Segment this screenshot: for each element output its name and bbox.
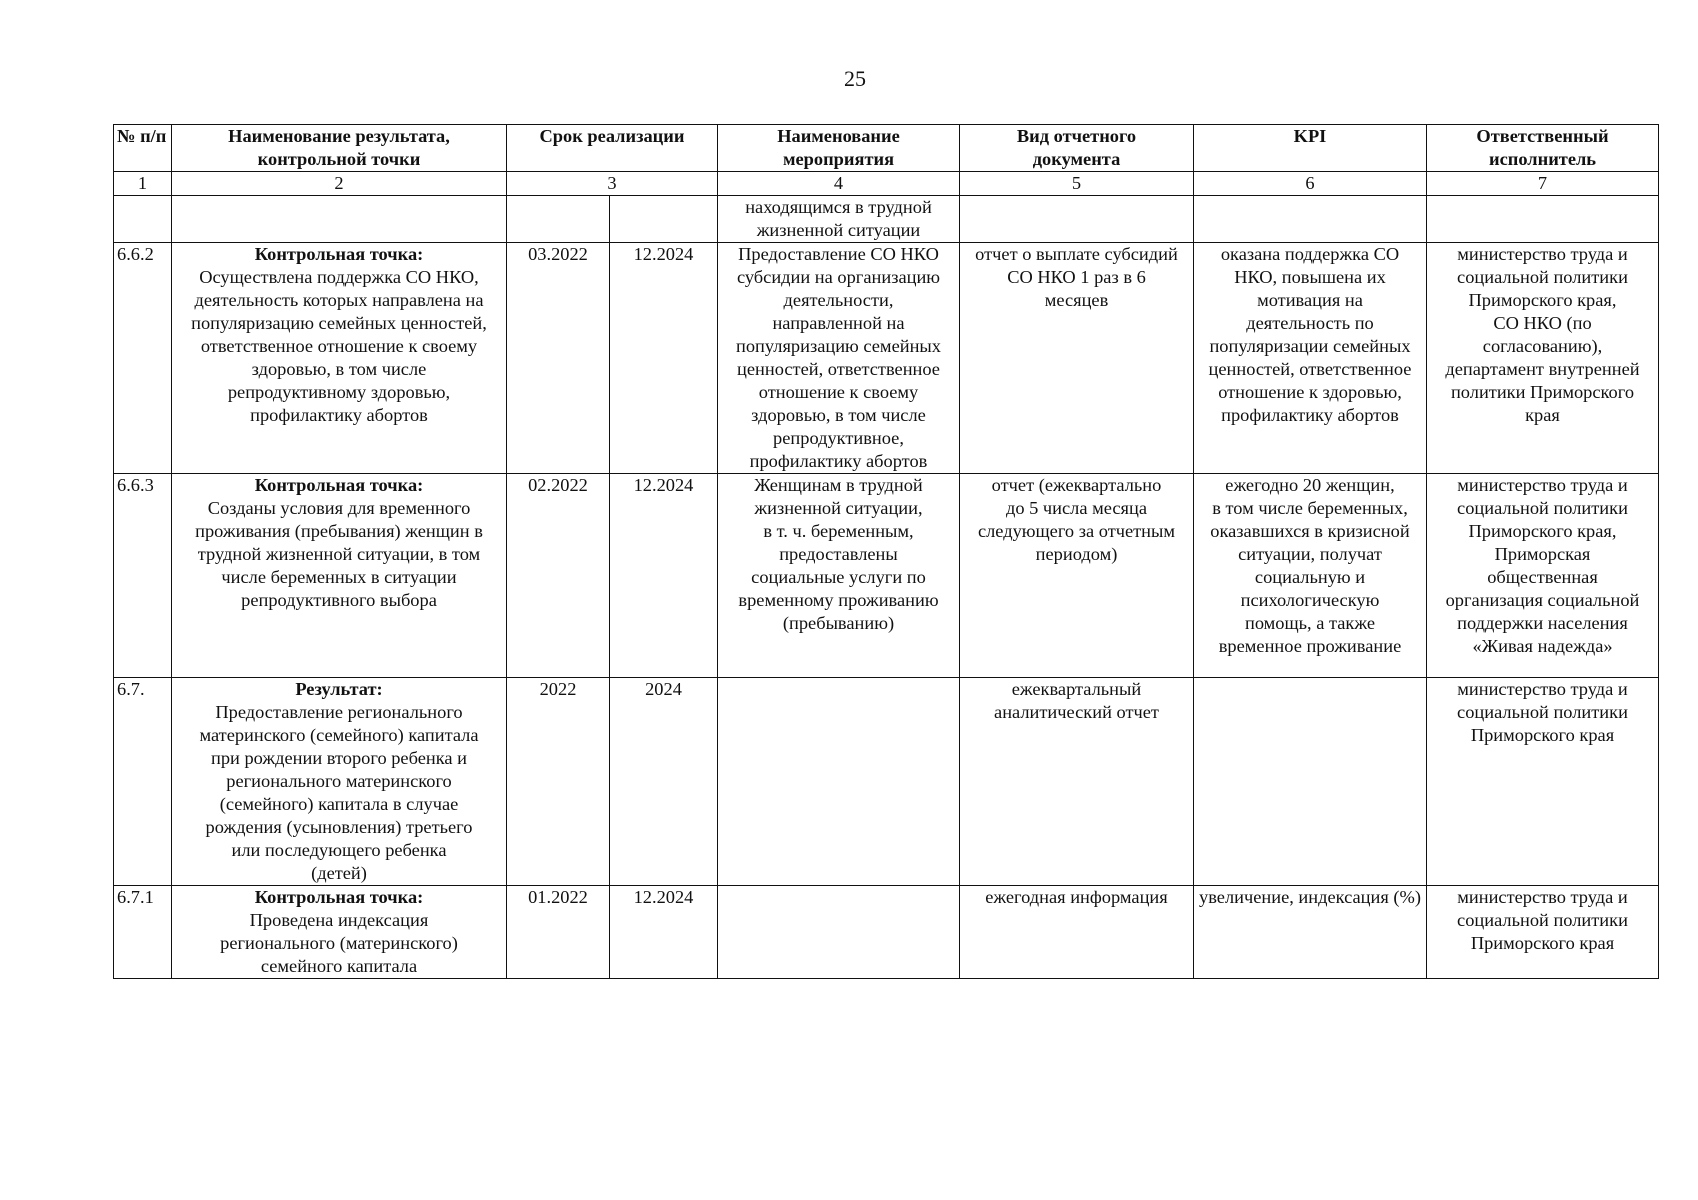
column-number: 3 (507, 172, 718, 196)
cell-start: 03.2022 (507, 243, 610, 474)
cell-num: 6.7.1 (114, 886, 172, 979)
table-row-6-6-3 (114, 474, 1659, 678)
cell-name (172, 886, 507, 979)
cell-start: 02.2022 (507, 474, 610, 678)
cell-kpi (1194, 678, 1427, 886)
cell-num: 6.7. (114, 678, 172, 886)
column-number-row (114, 172, 1659, 196)
header-name: Наименование результата, контрольной точки (172, 125, 507, 172)
checkpoint-label: Контрольная точка: (254, 244, 424, 264)
column-number: 2 (172, 172, 507, 196)
result-label: Результат: (295, 679, 383, 699)
cell-kpi: оказана поддержка СО НКО, повышена их мотивация на деятельность по популяризации семейных ценностей, ответственное отношение к здоровью, профилактику абортов (1194, 243, 1427, 474)
header-num: № п/п (114, 125, 172, 172)
cell-start: 01.2022 (507, 886, 610, 979)
plan-table (113, 124, 1659, 979)
cell-doc: ежегодная информация (960, 886, 1194, 979)
cell-end: 12.2024 (610, 243, 718, 474)
cell-end: 12.2024 (610, 886, 718, 979)
cell-activity: находящимся в трудной жизненной ситуации (718, 196, 960, 243)
result-description: Созданы условия для временного проживания (пребывания) женщин в трудной жизненной ситуации, в том числе беременных в ситуации репродуктивного выбора (195, 498, 483, 610)
result-description: Проведена индексация регионального (материнского) семейного капитала (220, 910, 458, 976)
cell-num: 6.6.2 (114, 243, 172, 474)
cell-activity: Женщинам в трудной жизненной ситуации, в т. ч. беременным, предоставлены социальные услуги по временному проживанию (пребыванию) (718, 474, 960, 678)
checkpoint-label: Контрольная точка: (254, 475, 424, 495)
table-row-6-6-2 (114, 243, 1659, 474)
cell-resp: министерство труда и социальной политики Приморского края, СО НКО (по согласованию), департамент внутренней политики Приморского края (1427, 243, 1659, 474)
column-number: 7 (1427, 172, 1659, 196)
cell-end (610, 196, 718, 243)
cell-kpi (1194, 196, 1427, 243)
cell-doc (960, 196, 1194, 243)
cell-activity (718, 678, 960, 886)
checkpoint-label: Контрольная точка: (254, 887, 424, 907)
cell-activity: Предоставление СО НКО субсидии на организацию деятельности, направленной на популяризацию семейных ценностей, ответственное отношение к своему здоровью, в том числе репродуктивное, профилактику абортов (718, 243, 960, 474)
cell-doc: отчет (ежеквартально до 5 числа месяца следующего за отчетным периодом) (960, 474, 1194, 678)
cell-end: 2024 (610, 678, 718, 886)
cell-end: 12.2024 (610, 474, 718, 678)
header-period: Срок реализации (507, 125, 718, 172)
cell-resp: министерство труда и социальной политики Приморского края, Приморская общественная организация социальной поддержки населения «Живая надежда» (1427, 474, 1659, 678)
cell-name (172, 474, 507, 678)
column-number: 6 (1194, 172, 1427, 196)
page-number: 25 (844, 66, 866, 91)
cell-name (172, 678, 507, 886)
cell-name (172, 243, 507, 474)
cell-resp: министерство труда и социальной политики Приморского края (1427, 886, 1659, 979)
result-description: Осуществлена поддержка СО НКО, деятельность которых направлена на популяризацию семейных ценностей, ответственное отношение к своему здоровью, в том числе репродуктивному здоровью, профилактику абортов (191, 267, 487, 425)
column-number: 1 (114, 172, 172, 196)
column-number: 5 (960, 172, 1194, 196)
cell-resp: министерство труда и социальной политики Приморского края (1427, 678, 1659, 886)
header-kpi: KPI (1194, 125, 1427, 172)
result-description: Предоставление регионального материнского (семейного) капитала при рождении второго ребенка и регионального материнского (семейного) капитала в случае рождения (усыновления) третьего или последующего ребенка (детей) (199, 702, 479, 883)
cell-num: 6.6.3 (114, 474, 172, 678)
header-row (114, 125, 1659, 172)
table-row-6-7 (114, 678, 1659, 886)
cell-start (507, 196, 610, 243)
cell-kpi: увеличение, индексация (%) (1194, 886, 1427, 979)
cell-doc: ежеквартальный аналитический отчет (960, 678, 1194, 886)
table-row-continuation (114, 196, 1659, 243)
cell-start: 2022 (507, 678, 610, 886)
header-activity: Наименование мероприятия (718, 125, 960, 172)
cell-activity (718, 886, 960, 979)
cell-name (172, 196, 507, 243)
table-row-6-7-1 (114, 886, 1659, 979)
cell-resp (1427, 196, 1659, 243)
cell-num (114, 196, 172, 243)
column-number: 4 (718, 172, 960, 196)
header-doc: Вид отчетного документа (960, 125, 1194, 172)
cell-doc: отчет о выплате субсидий СО НКО 1 раз в 6 месяцев (960, 243, 1194, 474)
header-resp: Ответственный исполнитель (1427, 125, 1659, 172)
cell-kpi: ежегодно 20 женщин, в том числе беременных, оказавшихся в кризисной ситуации, получат социальную и психологическую помощь, а также временное проживание (1194, 474, 1427, 678)
